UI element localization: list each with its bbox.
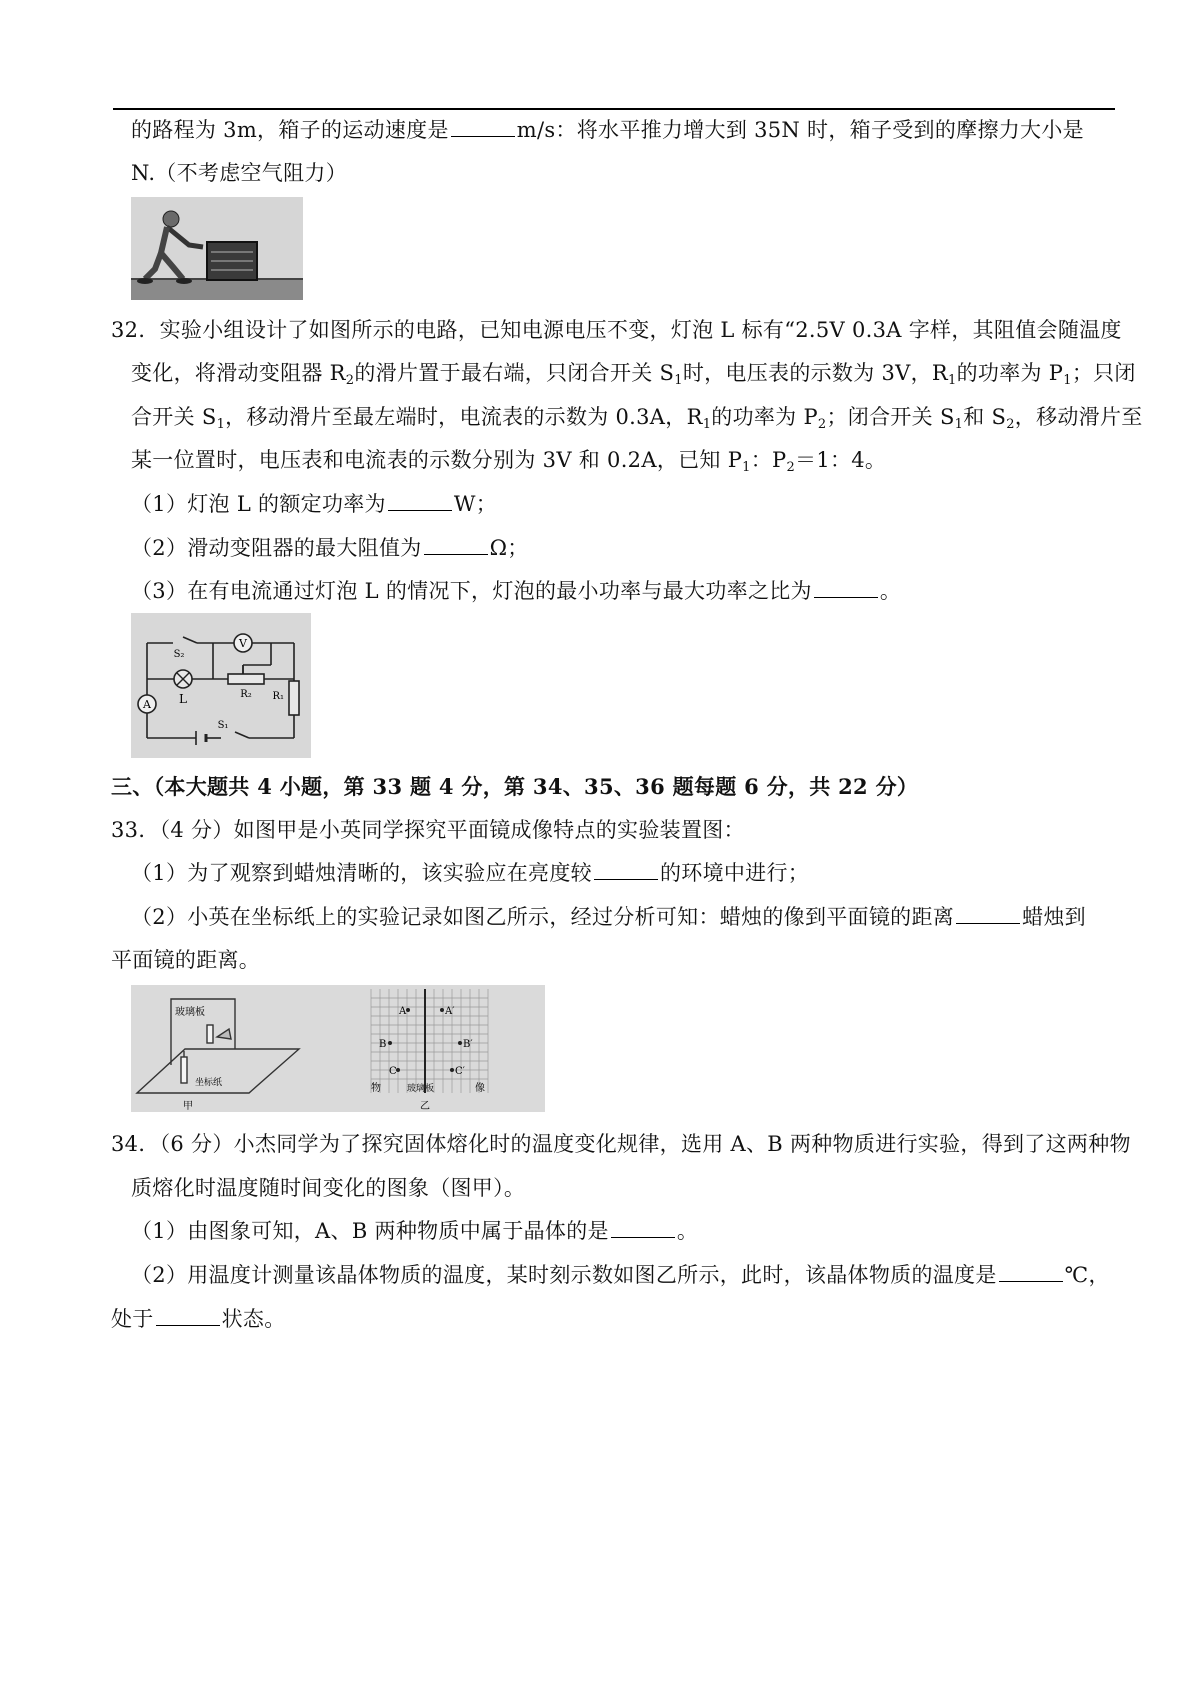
q32-blank-power[interactable] xyxy=(388,492,452,511)
q33-s2-end: 蜡烛到 xyxy=(1022,905,1086,929)
q32-l3-sub5: 2 xyxy=(1006,417,1015,432)
q34-blank-crystal[interactable] xyxy=(611,1219,675,1238)
q32-line-4 xyxy=(131,446,886,474)
q32-s2-unit: Ω； xyxy=(489,536,529,560)
grid-glass-label: 玻璃板 xyxy=(407,1084,435,1094)
point-c-label: C xyxy=(389,1066,397,1077)
q31-line-1 xyxy=(131,116,1084,144)
q34-blank-state[interactable] xyxy=(156,1307,220,1326)
rheostat-label: R₂ xyxy=(240,689,252,700)
q32-s1-unit: W； xyxy=(453,492,498,516)
q32-sub-3 xyxy=(131,577,901,605)
q33-sub-2-cont: 平面镜的距离。 xyxy=(111,948,261,972)
box-pushing-illustration xyxy=(131,197,303,300)
q32-l3-b: ，移动滑片至最左端时，电流表的示数为 0.3A，R xyxy=(225,405,703,429)
switch-s2-label: S₂ xyxy=(173,649,185,660)
q32-s2-text: （2）滑动变阻器的最大阻值为 xyxy=(131,536,422,560)
q33-blank-brightness[interactable] xyxy=(594,861,658,880)
q32-s3-end: 。 xyxy=(879,579,902,603)
q32-l3-sub4: 1 xyxy=(954,417,964,432)
q34-sub-2-cont xyxy=(111,1305,286,1333)
q32-l3-a: 合开关 S xyxy=(131,405,217,429)
resistor-label: R₁ xyxy=(272,691,284,702)
section-3-heading: 三、（本大题共 4 小题，第 33 题 4 分，第 34、35、36 题每题 6 分，共 22 分） xyxy=(111,774,919,799)
header-rule xyxy=(113,108,1115,110)
mirror-experiment-illustration xyxy=(131,985,545,1112)
q32-l4-c: ＝1：4。 xyxy=(795,448,887,472)
voltmeter-label: V xyxy=(239,637,247,650)
q33-sub-2 xyxy=(131,903,1086,931)
q33-s2-text: （2）小英在坐标纸上的实验记录如图乙所示，经过分析可知：蜡烛的像到平面镜的距离 xyxy=(131,905,955,929)
q32-l4-sub2: 2 xyxy=(786,460,796,475)
q33-blank-distance[interactable] xyxy=(956,905,1020,924)
q32-l3-sub2: 1 xyxy=(702,417,712,432)
q32-l2-sub3: 1 xyxy=(948,373,957,388)
q34-sub-1 xyxy=(131,1217,698,1245)
q34-line-1: 34．（6 分）小杰同学为了探究固体熔化时的温度变化规律，选用 A、B 两种物质进行实验，得到了这两种物 xyxy=(111,1132,1131,1156)
q31-text-a: 的路程为 3m，箱子的运动速度是 xyxy=(131,118,449,142)
point-c-prime-label: C′ xyxy=(455,1066,465,1077)
q32-sub-1 xyxy=(131,490,497,518)
circuit-diagram xyxy=(131,613,311,758)
q32-l4-a: 某一位置时，电压表和电流表的示数分别为 3V 和 0.2A，已知 P xyxy=(131,448,743,472)
q31-text-b: m/s：将水平推力增大到 35N 时，箱子受到的摩擦力大小是 xyxy=(516,118,1084,142)
figure-yi-caption: 乙 xyxy=(420,1101,430,1112)
grid-paper-label: 坐标纸 xyxy=(195,1078,223,1088)
figure-jia-caption: 甲 xyxy=(183,1101,193,1112)
q32-l4-sub1: 1 xyxy=(742,460,751,475)
glass-plate-label: 玻璃板 xyxy=(175,1007,205,1018)
q32-l2-sub1: 2 xyxy=(345,373,355,388)
object-side-label: 物 xyxy=(371,1083,381,1094)
switch-s1-label: S₁ xyxy=(217,720,229,731)
q32-line-1: 32．实验小组设计了如图所示的电路，已知电源电压不变，灯泡 L 标有“2.5V 0.3A 字样，其阻值会随温度 xyxy=(111,318,1122,342)
q34-s2-text: （2）用温度计测量该晶体物质的温度，某时刻示数如图乙所示，此时，该晶体物质的温度是 xyxy=(131,1263,997,1287)
q34-sub-2 xyxy=(131,1261,1110,1289)
q33-s1-text: （1）为了观察到蜡烛清晰的，该实验应在亮度较 xyxy=(131,861,592,885)
q34-blank-temperature[interactable] xyxy=(999,1263,1063,1282)
q34-s1-end: 。 xyxy=(676,1219,699,1243)
q31-line-2: N.（不考虑空气阻力） xyxy=(131,161,348,185)
q33-sub-1 xyxy=(131,859,809,887)
q32-s1-text: （1）灯泡 L 的额定功率为 xyxy=(131,492,386,516)
q32-l4-b: ：P xyxy=(750,448,787,472)
q32-l3-c: 的功率为 P xyxy=(711,405,818,429)
q32-l2-sub4: 1 xyxy=(1063,373,1072,388)
image-side-label: 像 xyxy=(475,1083,485,1094)
point-b-label: B xyxy=(379,1039,387,1050)
q32-l2-d: 的功率为 P xyxy=(956,361,1064,385)
q34-s1-text: （1）由图象可知，A、B 两种物质中属于晶体的是 xyxy=(131,1219,609,1243)
q31-blank-speed[interactable] xyxy=(451,118,515,137)
q34-line-2: 质熔化时温度随时间变化的图象（图甲）。 xyxy=(131,1176,526,1200)
q32-l3-d: ；闭合开关 S xyxy=(826,405,955,429)
q32-line-3 xyxy=(131,403,1143,431)
q34-s2-prefix: 处于 xyxy=(111,1307,154,1331)
q32-sub-2 xyxy=(131,534,529,562)
q32-l2-e: ；只闭 xyxy=(1071,361,1136,385)
lamp-label: L xyxy=(179,692,187,706)
box-pushing-figure xyxy=(131,197,303,300)
q32-s3-text: （3）在有电流通过灯泡 L 的情况下，灯泡的最小功率与最大功率之比为 xyxy=(131,579,812,603)
mirror-experiment-figures xyxy=(131,985,545,1112)
point-a-prime-label: A′ xyxy=(445,1006,455,1017)
q34-s2-suffix: 状态。 xyxy=(221,1307,286,1331)
q32-l2-b: 的滑片置于最右端，只闭合开关 S xyxy=(354,361,675,385)
q32-l2-a: 变化，将滑动变阻器 R xyxy=(131,361,346,385)
q32-l3-e: 和 S xyxy=(963,405,1007,429)
q34-s2-unit: ℃， xyxy=(1064,1263,1110,1287)
q32-l3-sub1: 1 xyxy=(216,417,226,432)
q33-line-1: 33．（4 分）如图甲是小英同学探究平面镜成像特点的实验装置图： xyxy=(111,818,745,842)
point-b-prime-label: B′ xyxy=(463,1039,473,1050)
circuit-schematic xyxy=(131,613,311,758)
q32-l3-sub3: 2 xyxy=(817,417,827,432)
q32-l2-sub2: 1 xyxy=(674,373,683,388)
point-a-label: A xyxy=(399,1006,407,1017)
q33-s1-end: 的环境中进行； xyxy=(659,861,810,885)
q32-line-2 xyxy=(131,359,1136,387)
q32-blank-ratio[interactable] xyxy=(814,579,878,598)
q32-blank-resistance[interactable] xyxy=(424,536,488,555)
ammeter-label: A xyxy=(143,698,151,711)
q32-l3-f: ，移动滑片至 xyxy=(1014,405,1143,429)
q32-l2-c: 时，电压表的示数为 3V，R xyxy=(682,361,949,385)
